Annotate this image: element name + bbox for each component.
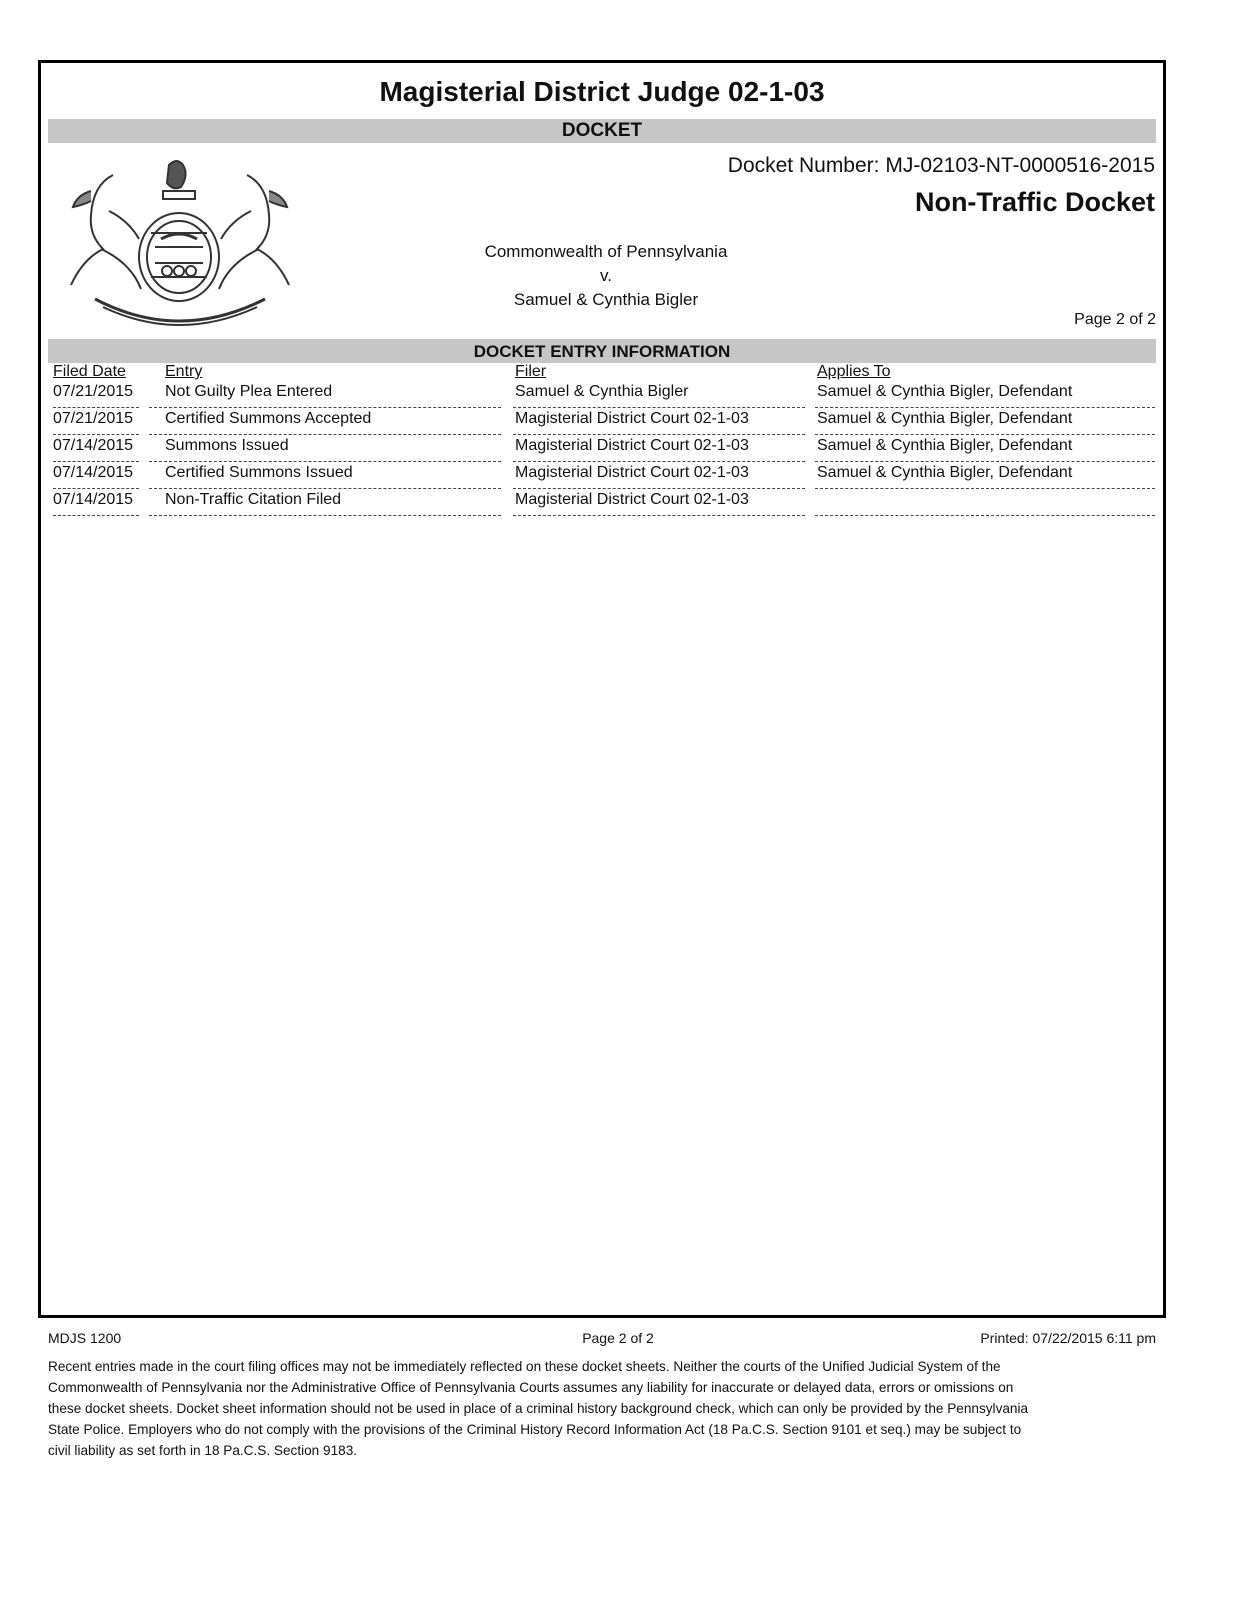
row-divider bbox=[815, 515, 1155, 516]
cell-applies: Samuel & Cynthia Bigler, Defendant bbox=[817, 410, 1073, 427]
printed-timestamp: Printed: 07/22/2015 6:11 pm bbox=[980, 1330, 1156, 1346]
cell-filer: Magisterial District Court 02-1-03 bbox=[515, 464, 749, 481]
cell-filer: Samuel & Cynthia Bigler bbox=[515, 383, 689, 400]
cell-date: 07/14/2015 bbox=[53, 491, 134, 508]
column-filed-date: Filed Date bbox=[53, 363, 126, 380]
column-entry: Entry bbox=[165, 363, 203, 380]
docket-number: Docket Number: MJ-02103-NT-0000516-2015 bbox=[727, 154, 1155, 177]
page-indicator: Page 2 of 2 bbox=[1074, 311, 1156, 328]
cell-date: 07/21/2015 bbox=[53, 410, 134, 427]
cell-date: 07/14/2015 bbox=[53, 464, 134, 481]
entries-bar: DOCKET ENTRY INFORMATION bbox=[48, 339, 1156, 363]
column-filer: Filer bbox=[515, 363, 547, 380]
cell-entry: Non-Traffic Citation Filed bbox=[165, 491, 342, 508]
docket-bar: DOCKET bbox=[48, 119, 1156, 143]
caption-defendant: Samuel & Cynthia Bigler bbox=[513, 290, 699, 309]
cell-entry: Certified Summons Accepted bbox=[165, 410, 372, 427]
row-divider bbox=[53, 515, 139, 516]
docket-type: Non-Traffic Docket bbox=[914, 187, 1155, 217]
caption-versus: v. bbox=[600, 266, 612, 285]
docket-frame bbox=[38, 60, 1166, 1318]
table-row bbox=[41, 381, 1163, 408]
footer-page: Page 2 of 2 bbox=[582, 1330, 654, 1346]
cell-applies: Samuel & Cynthia Bigler, Defendant bbox=[817, 464, 1073, 481]
cell-filer: Magisterial District Court 02-1-03 bbox=[515, 437, 749, 454]
form-id: MDJS 1200 bbox=[48, 1330, 122, 1346]
cell-filer: Magisterial District Court 02-1-03 bbox=[515, 491, 749, 508]
cell-filer: Magisterial District Court 02-1-03 bbox=[515, 410, 749, 427]
row-divider bbox=[149, 515, 501, 516]
disclaimer: Recent entries made in the court filing offices may not be immediately reflected on these docket sheets. Neither the courts of the Unified Judicial System of the Commonwealth of Pennsylvania nor the Administrative Office of Pennsylvania Courts assumes any liability for inaccurate or delayed data, errors or omissions on these docket sheets. Docket sheet information should not be used in place of a criminal history background check, which can only be provided by the Pennsylvania State Police. Employers who do not comply with the provisions of the Criminal History Record Information Act (18 Pa.C.S. Section 9101 et seq.) may be subject to civil liability as set forth in 18 Pa.C.S. Section 9183. bbox=[48, 1359, 1029, 1458]
table-row bbox=[41, 462, 1163, 489]
cell-date: 07/14/2015 bbox=[53, 437, 134, 454]
cell-entry: Summons Issued bbox=[165, 437, 289, 454]
cell-applies: Samuel & Cynthia Bigler, Defendant bbox=[817, 383, 1073, 400]
court-title: Magisterial District Judge 02-1-03 bbox=[379, 76, 825, 107]
column-applies-to: Applies To bbox=[817, 363, 891, 380]
cell-applies: Samuel & Cynthia Bigler, Defendant bbox=[817, 437, 1073, 454]
cell-entry: Not Guilty Plea Entered bbox=[165, 383, 333, 400]
table-row bbox=[41, 408, 1163, 435]
pennsylvania-coat-of-arms-icon bbox=[51, 151, 301, 331]
row-divider bbox=[513, 515, 805, 516]
case-caption bbox=[421, 240, 791, 312]
cell-date: 07/21/2015 bbox=[53, 383, 134, 400]
caption-plaintiff: Commonwealth of Pennsylvania bbox=[484, 242, 728, 261]
table-row bbox=[41, 435, 1163, 462]
table-row bbox=[41, 489, 1163, 516]
cell-entry: Certified Summons Issued bbox=[165, 464, 353, 481]
